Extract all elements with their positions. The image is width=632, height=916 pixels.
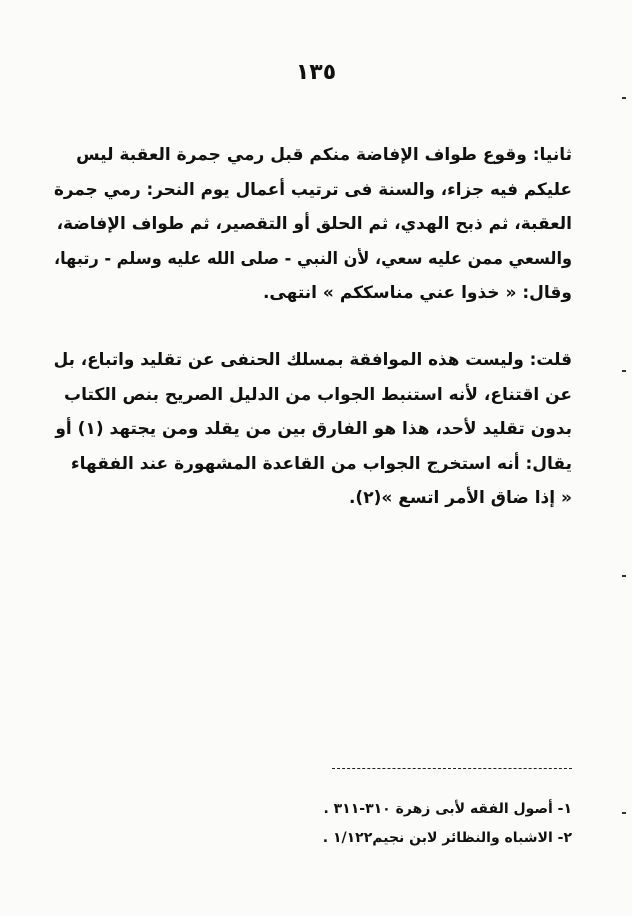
footnotes bbox=[172, 795, 572, 853]
paragraph-line: « إذا ضاق الأمر اتسع »(٢). bbox=[348, 488, 572, 508]
footnote-1: ١- أصول الفقه لأبى زهرة ٣١٠-٣١١ . bbox=[323, 801, 572, 817]
paragraph-line: قلت: وليست هذه الموافقة بمسلك الحنفى عن تقليد واتباع، بل bbox=[53, 350, 572, 370]
footnote-separator bbox=[332, 768, 572, 769]
scan-edge-mark bbox=[622, 97, 626, 99]
paragraph-1 bbox=[54, 138, 572, 311]
paragraph-line: يقال: أنه استخرج الجواب من القاعدة المشهورة عند الفقهاء bbox=[70, 453, 572, 474]
scan-edge-mark bbox=[622, 370, 626, 372]
paragraph-line: العقبة، ثم ذبح الهدي، ثم الحلق أو التقصير، ثم طواف الإفاضة، bbox=[56, 214, 572, 234]
paragraph-line: وقال: « خذوا عني مناسككم » انتهى. bbox=[262, 283, 572, 303]
page-number: ١٣٥ bbox=[295, 60, 337, 85]
paragraph-line: ثانيا: وقوع طواف الإفاضة منكم قبل رمي جمرة العقبة ليس bbox=[76, 145, 572, 165]
footnote-2: ٢- الاشباه والنظائر لابن نجيم١/١٢٢ . bbox=[322, 830, 572, 846]
paragraph-line: بدون تقليد لأحد، هذا هو الفارق بين من يقلد ومن يجتهد (١) أو bbox=[55, 419, 572, 439]
paragraph-line: عليكم فيه جزاء، والسنة فى ترتيب أعمال يوم النحر: رمي جمرة bbox=[53, 179, 573, 200]
paragraph-line: والسعي ممن عليه سعي، لأن النبي - صلى الله عليه وسلم - رتبها، bbox=[53, 248, 572, 269]
scan-edge-mark bbox=[622, 575, 626, 577]
paragraph-2 bbox=[54, 343, 572, 516]
scan-edge-mark bbox=[622, 812, 626, 814]
paragraph-line: عن اقتناع، لأنه استنبط الجواب من الدليل الصريح بنص الكتاب bbox=[64, 384, 572, 405]
